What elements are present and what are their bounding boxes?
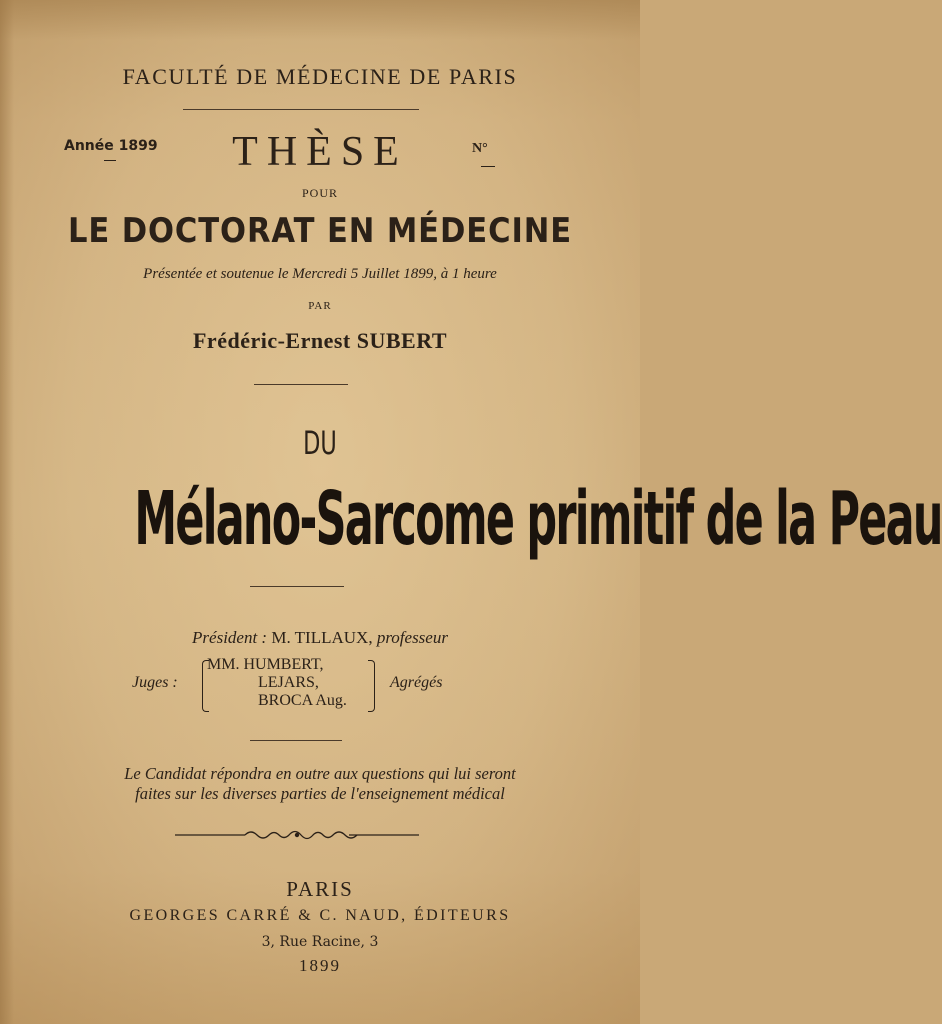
publisher-city: PARIS (286, 877, 354, 901)
judge-name: LEJARS, (258, 674, 319, 691)
presentation-date: Présentée et soutenue le Mercredi 5 Juillet 1899, à 1 heure (143, 266, 497, 282)
author-name: Frédéric-Ernest SUBERT (192, 328, 448, 353)
divider (254, 384, 348, 385)
ornamental-rule-icon (175, 826, 419, 844)
president-line (0, 628, 640, 648)
divider (250, 586, 344, 587)
right-brace (368, 660, 375, 712)
par-text: PAR (308, 300, 332, 312)
divider (183, 109, 419, 110)
divider (250, 740, 342, 741)
publisher-names: GEORGES CARRÉ & C. NAUD, ÉDITEURS (129, 907, 511, 924)
year-label: Année 1899 (64, 138, 158, 154)
president-label: Président : (192, 628, 268, 647)
president-role: professeur (376, 628, 448, 647)
thesis-title: Mélano-Sarcome primitif de la Peau (134, 476, 942, 562)
faculty-heading: FACULTÉ DE MÉDECINE DE PARIS (122, 64, 518, 89)
judges-block (0, 656, 640, 716)
publication-year: 1899 (299, 956, 341, 975)
judge-name: BROCA Aug. (258, 692, 347, 709)
document-type: THÈSE (232, 129, 408, 175)
paper-top-shading (0, 0, 640, 40)
number-dash (481, 166, 495, 167)
degree-heading: LE DOCTORAT EN MÉDECINE (67, 211, 573, 251)
title-du: DU (303, 424, 337, 462)
judges-label: Juges : (132, 674, 178, 691)
president-name: M. TILLAUX, (271, 628, 373, 647)
candidate-note-line: faites sur les diverses parties de l'enseignement médical (135, 784, 505, 803)
judges-role: Agrégés (390, 674, 443, 691)
candidate-note-line: Le Candidat répondra en outre aux questions qui lui seront (124, 764, 516, 783)
number-label: N° (472, 141, 488, 156)
judge-name: MM. HUMBERT, (207, 656, 324, 673)
pour-text: POUR (301, 186, 338, 200)
publisher-address: 3, Rue Racine, 3 (261, 934, 379, 950)
